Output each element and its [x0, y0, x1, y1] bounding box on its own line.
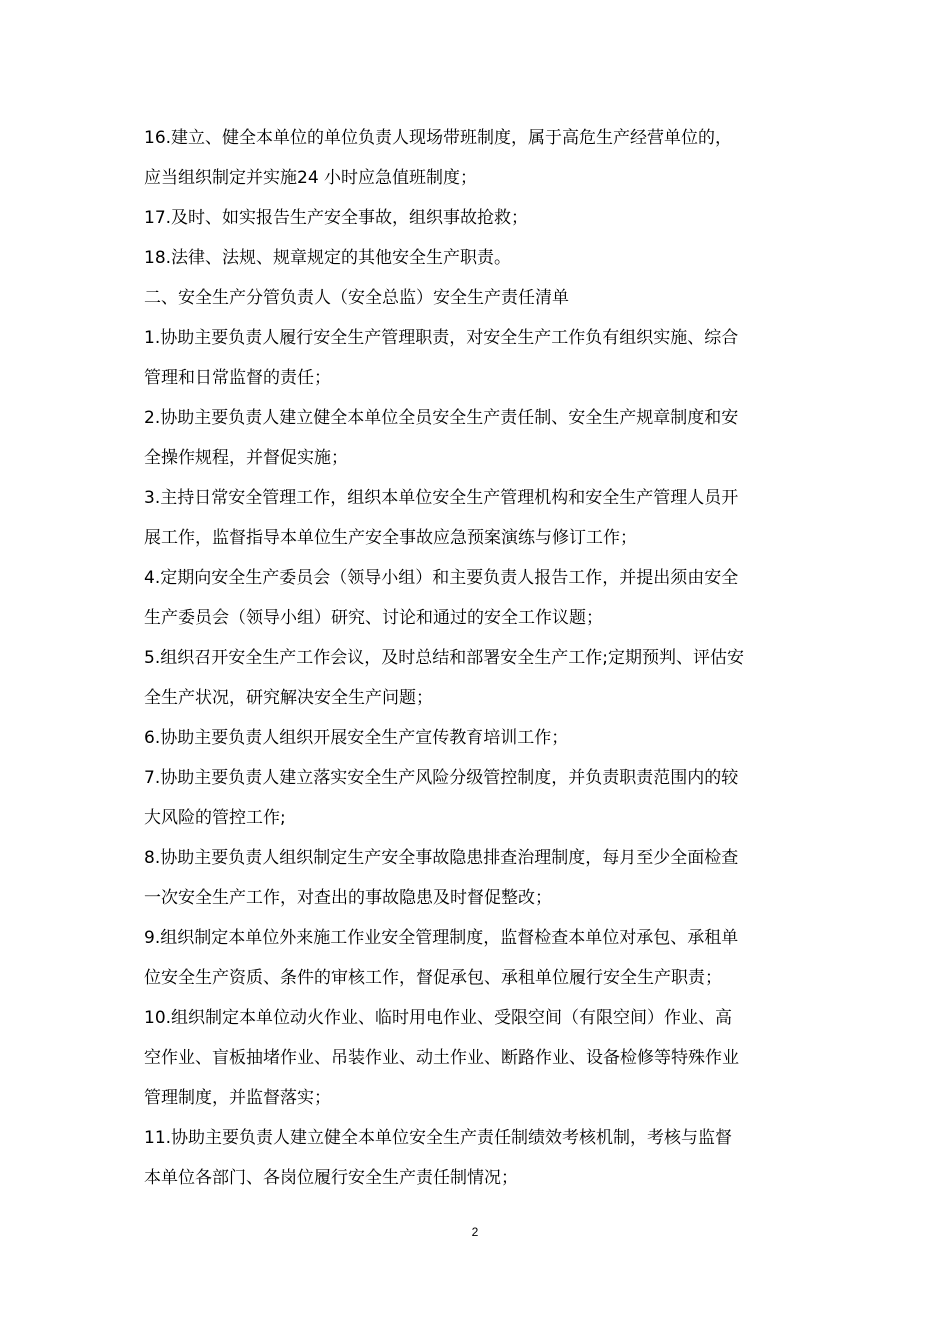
text-line: 9.组织制定本单位外来施工作业安全管理制度，监督检查本单位对承包、承租单 — [144, 928, 739, 948]
text-line: 2.协助主要负责人建立健全本单位全员安全生产责任制、安全生产规章制度和安 — [144, 408, 739, 428]
text-line: 11.协助主要负责人建立健全本单位安全生产责任制绩效考核机制，考核与监督 — [144, 1128, 733, 1148]
document-body — [144, 118, 808, 1198]
text-line: 大风险的管控工作; — [144, 808, 286, 828]
text-line: 18.法律、法规、规章规定的其他安全生产职责。 — [144, 248, 512, 268]
text-line: 管理制度，并监督落实； — [144, 1088, 331, 1108]
text-line: 10.组织制定本单位动火作业、临时用电作业、受限空间（有限空间）作业、高 — [144, 1008, 733, 1028]
text-line: 5.组织召开安全生产工作会议，及时总结和部署安全生产工作;定期预判、评估安 — [144, 648, 744, 668]
text-line: 8.协助主要负责人组织制定生产安全事故隐患排查治理制度，每月至少全面检查 — [144, 848, 739, 868]
text-line: 7.协助主要负责人建立落实安全生产风险分级管控制度，并负责职责范围内的较 — [144, 768, 739, 788]
text-line: 位安全生产资质、条件的审核工作，督促承包、承租单位履行安全生产职责； — [144, 968, 722, 988]
section-heading: 二、安全生产分管负责人（安全总监）安全生产责任清单 — [144, 288, 569, 308]
text-line: 一次安全生产工作，对查出的事故隐患及时督促整改； — [144, 888, 552, 908]
text-line: 全生产状况，研究解决安全生产问题； — [144, 688, 433, 708]
text-line: 16.建立、健全本单位的单位负责人现场带班制度，属于高危生产经营单位的， — [144, 128, 733, 148]
text-line: 全操作规程，并督促实施； — [144, 448, 348, 468]
page-number: 2 — [471, 1225, 479, 1239]
text-line: 展工作，监督指导本单位生产安全事故应急预案演练与修订工作； — [144, 528, 637, 548]
text-line: 空作业、盲板抽堵作业、吊装作业、动土作业、断路作业、设备检修等特殊作业 — [144, 1048, 739, 1068]
text-line: 本单位各部门、各岗位履行安全生产责任制情况； — [144, 1168, 518, 1188]
text-line: 4.定期向安全生产委员会（领导小组）和主要负责人报告工作，并提出须由安全 — [144, 568, 739, 588]
text-line: 3.主持日常安全管理工作，组织本单位安全生产管理机构和安全生产管理人员开 — [144, 488, 739, 508]
text-line: 6.协助主要负责人组织开展安全生产宣传教育培训工作； — [144, 728, 569, 748]
text-line: 生产委员会（领导小组）研究、讨论和通过的安全工作议题； — [144, 608, 603, 628]
text-line: 17.及时、如实报告生产安全事故，组织事故抢救； — [144, 208, 529, 228]
text-line: 应当组织制定并实施24 小时应急值班制度； — [144, 168, 478, 188]
text-line: 管理和日常监督的责任； — [144, 368, 331, 388]
text-line: 1.协助主要负责人履行安全生产管理职责，对安全生产工作负有组织实施、综合 — [144, 328, 739, 348]
